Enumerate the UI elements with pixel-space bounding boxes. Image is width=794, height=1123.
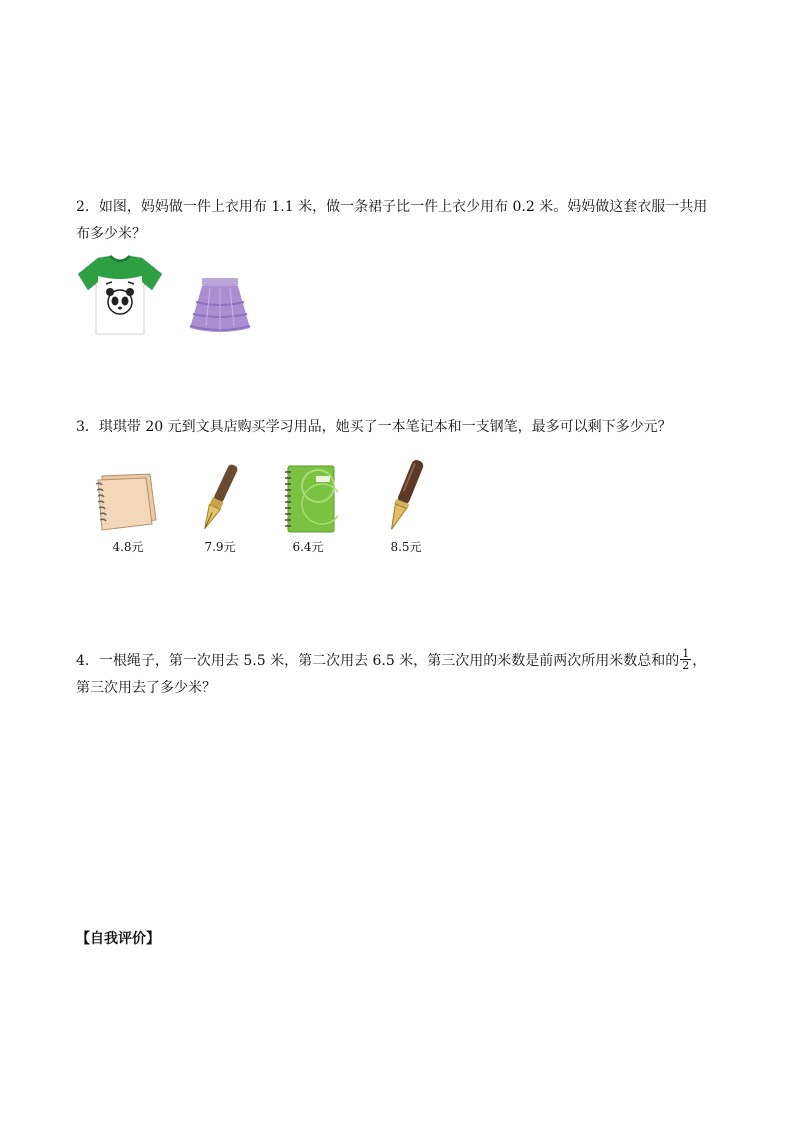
skirt-icon [184,276,256,336]
self-evaluation-heading: 【自我评价】 [76,931,160,947]
fountain-pen-icon [196,460,242,536]
brown-notebook-icon [88,470,158,532]
pen-icon [382,456,428,536]
fraction [680,648,691,671]
question-3 [76,414,716,441]
price-label: 6.4元 [292,540,324,554]
fraction-denominator: 2 [682,658,690,672]
price-label: 4.8元 [112,540,144,554]
question-4 [76,648,716,702]
question-4-text-after: ，第三次用去了多少米？ [76,653,707,696]
price-label: 7.9元 [204,540,236,554]
tshirt-icon [76,252,164,336]
question-3-text: 3．琪琪带 20 元到文具店购买学习用品，她买了一本笔记本和一支钢笔，最多可以剩下多少元？ [76,419,672,435]
question-2-text: 2．如图，妈妈做一件上衣用布 1.1 米，做一条裙子比一件上衣少用布 0.2 米。妈妈做这套衣服一共用布多少米？ [76,199,708,242]
question-4-text-before: 4．一根绳子，第一次用去 5.5 米，第二次用去 6.5 米，第三次用的米数是前两次所用米数总和的 [76,653,680,669]
question-2 [76,194,716,248]
price-label: 8.5元 [390,540,422,554]
green-notebook-icon [282,464,338,536]
fraction-numerator: 1 [682,646,690,660]
